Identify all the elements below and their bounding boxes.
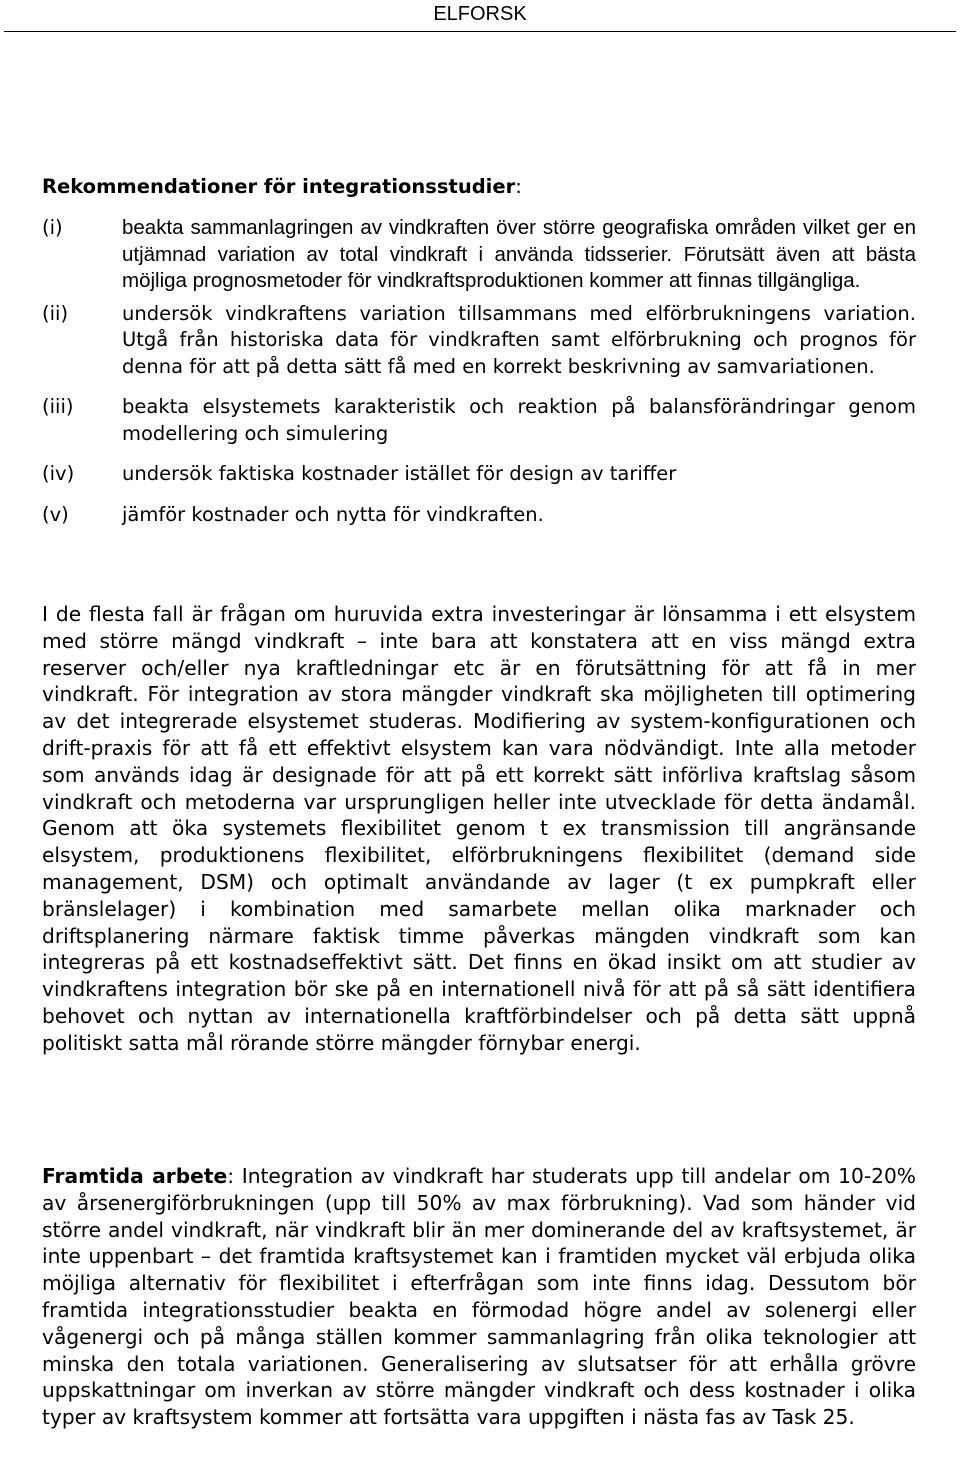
future-work-label: Framtida arbete (42, 1164, 228, 1188)
list-item-number: (ii) (42, 301, 69, 325)
header-title: ELFORSK (433, 3, 527, 25)
recommendations-heading-text: Rekommendationer för integrationsstudier (42, 175, 516, 198)
list-item-number: (v) (42, 502, 69, 526)
list-item-text: undersök vindkraftens variation tillsammans med elförbrukningens variation. Utgå från historiska data för vindkraften samt elförbrukning och prognos för denna för att på detta sätt få med en korrekt beskrivning av samvariationen. (122, 301, 916, 378)
list-item (42, 502, 916, 529)
recommendations-heading (42, 174, 922, 200)
list-item-text: beakta sammanlagringen av vindkraften över större geografiska områden vilket ger en utjämnad variation av total vindkraft i använda tidsserier. Förutsätt även att bästa möjliga prognosmetoder för vindkraftsproduktionen kommer att finnas tillgängliga. (122, 216, 916, 292)
list-item-number: (i) (42, 216, 63, 239)
list-item-text: undersök faktiska kostnader istället för design av tariffer (122, 462, 677, 485)
list-item-text: jämför kostnader och nytta för vindkraften. (122, 502, 544, 526)
recommendations-list (42, 215, 916, 528)
future-work-text: Integration av vindkraft har studerats upp till andelar om 10-20% av årsenergiförbrukningen (upp till 50% av max förbrukning). Vad som händer vid större andel vindkraft, när vindkraft blir än mer dominerande del av kraftsystemet, är inte uppenbart – det framtida kraftsystemet kan i framtiden mycket väl erbjuda olika möjliga alternativ för flexibilitet i efterfrågan som inte finns idag. Dessutom bör framtida integrationsstudier beakta en förmodad högre andel av solenergi eller vågenergi och på många ställen kommer sammanlagring från olika teknologier att minska den totala variationen. Generalisering av slutsatser för att erhålla grövre uppskattningar om inverkan av större mängder vindkraft och dess kostnader i olika typer av kraftsystem kommer att fortsätta vara uppgiften i nästa fas av Task 25. (42, 1164, 916, 1430)
list-item-number: (iii) (42, 395, 74, 418)
integration-paragraph: I de flesta fall är frågan om huruvida extra investeringar är lönsamma i ett elsystem med större mängd vindkraft – inte bara att konstatera att en viss mängd extra reserver och/eller nya kraftledningar etc är en förutsättning för att få in mer vindkraft. För integration av stora mängder vindkraft ska möjligheten till optimering av det integrerade elsystemet studeras. Modifiering av system-konfigurationen och drift-praxis för att få ett effektivt elsystem kan vara nödvändigt. Inte alla metoder som används idag är designade för att på ett korrekt sätt införliva kraftslag såsom vindkraft och metoderna var ursprungligen heller inte utvecklade för detta ändamål. Genom att öka systemets flexibilitet genom t ex transmission till angränsande elsystem, produktionens flexibilitet, elförbrukningens flexibilitet (demand side management, DSM) och optimalt användande av lager (t ex pumpkraft eller bränslelager) i kombination med samarbete mellan olika marknader och driftsplanering närmare faktisk timme påverkas mängden vindkraft som kan integreras på ett kostnadseffektivt sätt. Det finns en ökad insikt om att studier av vindkraftens integration bör ske på en internationell nivå för att på så sätt identifiera behovet och nyttan av internationella kraftförbindelser och på detta sätt uppnå politiskt satta mål rörande större mängder förnybar energi. (42, 602, 916, 1055)
list-item-text: beakta elsystemets karakteristik och reaktion på balansförändringar genom modellering och simulering (122, 395, 916, 445)
list-item (42, 394, 916, 447)
recommendations-heading-colon: : (515, 175, 522, 198)
list-item (42, 461, 916, 488)
page-header (0, 0, 960, 30)
header-divider (4, 31, 956, 32)
list-item (42, 301, 916, 381)
list-item (42, 215, 916, 295)
list-item-number: (iv) (42, 462, 75, 485)
future-work-paragraph (42, 1163, 916, 1431)
future-work-colon: : (227, 1164, 234, 1188)
